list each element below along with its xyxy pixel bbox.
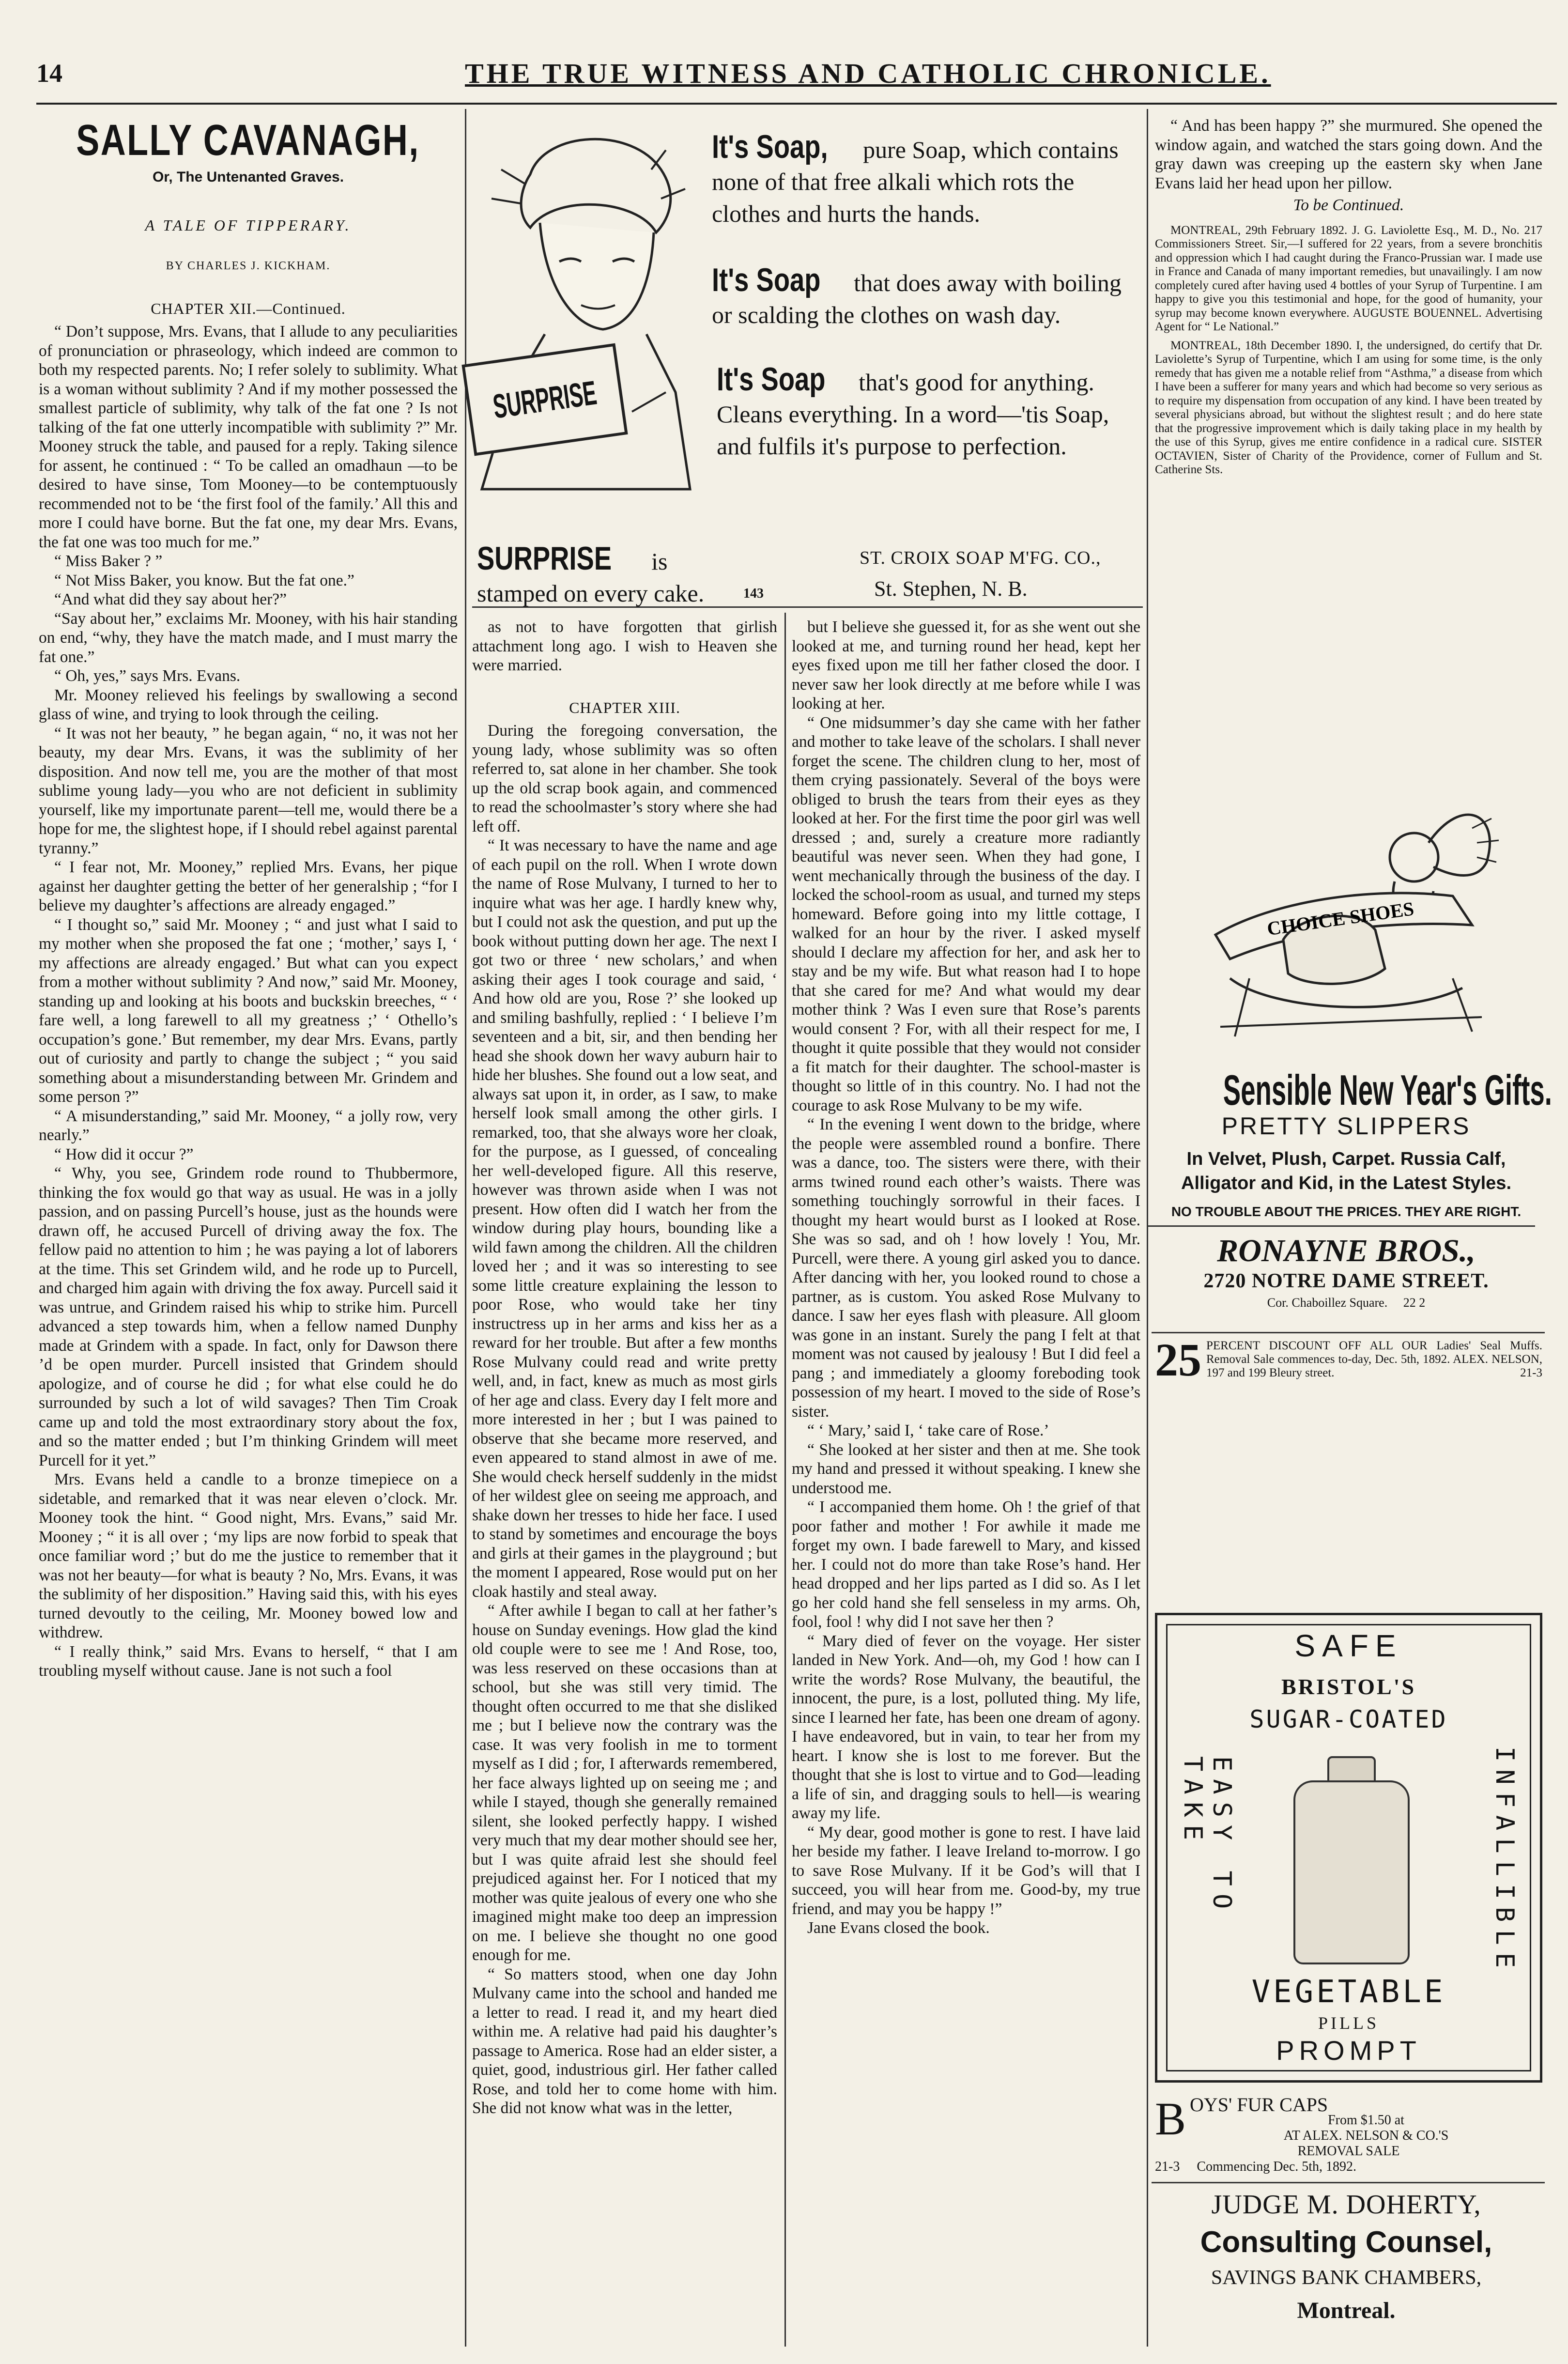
- story-paragraph: “ ‘ Mary,’ said I, ‘ take care of Rose.’: [807, 1421, 1049, 1439]
- ad-rule: [1152, 1332, 1545, 1333]
- masthead: THE TRUE WITNESS AND CATHOLIC CHRONICLE.: [465, 58, 1271, 89]
- slippers-ad: [1148, 1066, 1552, 1310]
- judge-doherty: JUDGE M. DOHERTY,: [1211, 2190, 1481, 2220]
- story-column-3: [792, 618, 1140, 2349]
- story-paragraph: “ A misunderstanding,” said Mr. Mooney, “ a jolly row, very nearly.”: [39, 1107, 458, 1144]
- seal-muffs-ad: 25 PERCENT DISCOUNT OFF ALL OUR Ladies' Seal Muffs. Removal Sale commences to-day, Dec. 5th, 1892. ALEX. NELSON, 197 and 199 Bleury street. 21-3: [1155, 1334, 1542, 1386]
- author-line: BY CHARLES J. KICKHAM.: [166, 260, 331, 272]
- testimonial: MONTREAL, 18th December 1890. I, the undersigned, do certify that Dr. Laviolette’s Syrup of Turpentine, which I am using for some time, is the only remedy that has given me a notable relief from “Asthma,” a disease from which I have been a sufferer for many years and which had become so very serious as to require my dispensation from occupation of any kind. I have been treated by several physicians abroad, but without the slightest result ; and do here state that the progressive improvement which is daily taking place in my health by the use of this Syrup, gives me entire confidence in a radical cure. SISTER OCTAVIEN, Sister of Charity of the Providence, corner of Fullum and St. Catherine Sts.: [1155, 339, 1542, 476]
- header-rule: [36, 103, 1557, 105]
- story-paragraph: “ She looked at her sister and then at me. She took my hand and pressed it without speaking. I knew she understood me.: [792, 1440, 1140, 1497]
- pills-vegetable: VEGETABLE: [1251, 1974, 1446, 2010]
- pretty-slippers: PRETTY SLIPPERS: [1221, 1112, 1471, 1140]
- pills-infallible: INFALLIBLE: [1490, 1746, 1519, 1976]
- story-column-2: [472, 618, 777, 2349]
- column-divider: [465, 109, 466, 2347]
- ad-number: 143: [743, 586, 764, 601]
- chapter-heading: CHAPTER XIII.: [569, 698, 680, 716]
- to-be-continued: To be Continued.: [1293, 196, 1404, 214]
- soap-paragraph-3: It's Soap that's good for anything. Cleans everything. In a word—'tis Soap, and fulfils it's purpose to perfection.: [717, 361, 1109, 460]
- story-paragraph: “ It was not her beauty, ” he began again, “ no, it was not her beauty, my dear Mrs. Evans, it was the sublimity of her disposition. And now tell me, you are the mother of that most sublime young lady—you who are not deficient in sublimity yourself, like my importunate parent—tell me, would there be a hope for me, the slightest hope, if I should rebel against parental tyranny.”: [39, 724, 458, 857]
- soap-paragraph-2: It's Soap that does away with boiling or scalding the clothes on wash day.: [712, 262, 1122, 328]
- drop-cap: B: [1155, 2093, 1186, 2145]
- story-paragraph: “And what did they say about her?”: [54, 590, 287, 608]
- pills-easy-to-take: EASY TO TAKE: [1178, 1756, 1236, 1917]
- soap-stamp-line: SURPRISE is stamped on every cake.: [477, 540, 705, 607]
- story-paragraph: as not to have forgotten that girlish attachment long ago. I wish to Heaven she were married.: [472, 618, 777, 674]
- story-paragraph: “ Not Miss Baker, you know. But the fat one.”: [54, 571, 354, 589]
- slippers-materials: In Velvet, Plush, Carpet. Russia Calf, Alligator and Kid, in the Latest Styles.: [1181, 1149, 1511, 1193]
- surprise-soap-cake: SURPRISE: [461, 343, 628, 456]
- story-paragraph: “ Don’t suppose, Mrs. Evans, that I allude to any peculiarities of pronunciation or phraseology, which indeed are common to both my respected parents. No; I refer solely to sublimity. What is a woman without sublimity ? And if my mother possessed the smallest particle of sublimity, why talk of the fat one ? Is not talking of the fat one utterly incompatible with sublimity ?” Mr. Mooney struck the table, and paused for a reply. Taking silence for assent, he continued : “ To be called an omadhaun —to be desired to have sinse, Tom Mooney—to be contemptuously recommended not to be ‘the first fool of the family.’ All this and more I could have borne. But the fat one, my dear Mrs. Evans, the fat one was too much for me.”: [39, 323, 458, 551]
- story-paragraph: “ I really think,” said Mrs. Evans to herself, “ that I am troubling myself without cause. Jane is not such a fool: [39, 1642, 458, 1680]
- ad-rule: [1148, 1225, 1535, 1227]
- story-paragraph: “ My dear, good mother is gone to rest. I have laid her beside my father. I leave Ireland to-morrow. I go to save Rose Mulvany. If it be God’s will that I succeed, you will hear from me. Good-by, my true friend, and may you be happy !”: [792, 1823, 1140, 1918]
- montreal: Montreal.: [1297, 2298, 1396, 2323]
- doherty-ad: [1148, 2189, 1545, 2324]
- testimonial: MONTREAL, 29th February 1892. J. G. Laviolette Esq., M. D., No. 217 Commissioners Street. Sir,—I suffered for 22 years, from a severe bronchitis and oppression which I had caught during the Franco-Prussian war. I made use in France and Canada of many important remedies, but unavailingly. I am now completely cured after having used 4 bottles of your Syrup of Turpentine. I am happy to give you this testimonial and hope, for the good of humanity, your syrup may become known everywhere. AUGUSTE BOUENNEL. Advertising Agent for “ Le National.”: [1155, 223, 1542, 333]
- story-column-1: [39, 116, 458, 2349]
- soap-city: St. Stephen, N. B.: [874, 577, 1028, 601]
- story-paragraph: Jane Evans closed the book.: [807, 1919, 990, 1937]
- surprise-soap-ad: [472, 116, 1143, 608]
- pill-bottle: [1293, 1780, 1410, 1964]
- story-paragraph: During the foregoing conversation, the young lady, whose sublimity was so often referred to, sat alone in her chamber. She took up the old scrap book again, and commenced to read the schoolmaster’s story where she had left off.: [472, 722, 777, 835]
- pills-prompt: PROMPT: [1276, 2035, 1421, 2066]
- soap-company: ST. CROIX SOAP M'FG. CO.,: [860, 548, 1101, 568]
- story-column-4: [1155, 116, 1542, 775]
- story-paragraph: “ I fear not, Mr. Mooney,” replied Mrs. Evans, her pique against her daughter getting the better of her generalship ; “for I believe my daughter’s affections are already engaged.”: [39, 858, 458, 914]
- soap-paragraph-1: It's Soap, pure Soap, which contains none of that free alkali which rots the clothes and hurts the hands.: [712, 128, 1119, 227]
- story-paragraph: “ How did it occur ?”: [54, 1145, 194, 1163]
- page-number: 14: [36, 59, 62, 88]
- ad-rule: [1152, 2182, 1545, 2183]
- slippers-prices: NO TROUBLE ABOUT THE PRICES. THEY ARE RIGHT.: [1171, 1204, 1522, 1219]
- column-divider: [784, 613, 786, 2347]
- story-paragraph: Mr. Mooney relieved his feelings by swallowing a second glass of wine, and trying to look through the ceiling.: [39, 686, 458, 723]
- pills-safe: SAFE: [1294, 1628, 1403, 1663]
- story-paragraph: Mrs. Evans held a candle to a bronze timepiece on a sidetable, and remarked that it was near eleven o’clock. Mr. Mooney took the hint. “ Good night, Mrs. Evans,” said Mr. Mooney ; “ it is all over ; ‘my lips are now forbid to speak that once familiar word ;’ but do me the justice to remember that it was not her beauty—for what is beauty ? No, Mrs. Evans, it was the sublimity of her disposition.” Having said this, with his eyes turned devoutly to the ceiling, Mr. Mooney bowed low and withdrew.: [39, 1470, 458, 1641]
- story-paragraph: “ Why, you see, Grindem rode round to Thubbermore, thinking the fox would go that way as usual. He was in a jolly passion, and on passing Purcell’s house, just as the hounds were drawn off, he accused Purcell of driving away the fox. The fellow paid no attention to him ; he was paying a lot of laborers at the time. This set Grindem wild, and he rode up to Purcell, and charged him again with driving the fox away. Purcell said it was untrue, and Grindem raised his whip to strike him. Purcell advanced a step towards him, when a fellow named Dunphy made at Grindem with a spade. In fact, only for Dawson there ’d be open murder. Purcell insisted that Grindem should apologize, and of course he did ; for what else could he do surrounded by such a lot of wild savages? Then Tim Croak came up and told the most extraordinary story about the fox, and so the matter ended ; but I’m thinking Grindem will meet Purcell for it yet.”: [39, 1164, 458, 1469]
- consulting-counsel: Consulting Counsel,: [1200, 2225, 1492, 2259]
- story-paragraph: “ And has been happy ?” she murmured. She opened the window again, and watched the stars going down. And the gray dawn was creeping up the eastern sky when Jane Evans laid her head upon her pillow.: [1155, 117, 1542, 192]
- slippers-title: Sensible New Year's Gifts.: [1223, 1066, 1552, 1114]
- discount-figure: 25: [1155, 1334, 1201, 1386]
- banner-text: CHOICE SHOES: [1265, 897, 1415, 940]
- chaboillez-corner: Cor. Chaboillez Square. 22 2: [1267, 1296, 1426, 1310]
- story-paragraph: “ One midsummer’s day she came with her father and mother to take leave of the scholars. I shall never forget the scene. The children clung to her, most of them crying passionately. Several of the boys were obliged to brush the tears from their eyes as they looked at her. For the first time the poor girl was well dressed ; and, surely a creature more radiantly beautiful was never seen. When they had gone, I went mechanically through the business of the day. I locked the school-room as usual, and turned my steps homeward. Before going into my little cottage, I walked for an hour by the river. I asked myself should I declare my affection for her, and ask her to stay and be my wife. But what reason had I to hope that she cared for me? And what would my dear mother think ? Was I even sure that Rose’s parents would consent ? For, with all their respect for me, I thought it quite possible that they would not consider a fit match for their daughter. The school-master is thought so little of in this country. No. I had not the courage to ask Rose Mulvany to be my wife.: [792, 713, 1140, 1114]
- story-paragraph: “ So matters stood, when one day John Mulvany came into the school and handed me a letter to read. I read it, and my heart died within me. A relative had paid his daughter’s passage to America. Rose had an elder sister, a quiet, good, industrious girl. Her father called Rose, and told her to come home with him. She did not know what was in the letter,: [472, 1965, 777, 2117]
- story-paragraph: “ Oh, yes,” says Mrs. Evans.: [54, 667, 241, 685]
- ronayne-bros: RONAYNE BROS.,: [1217, 1233, 1476, 1268]
- story-paragraph: “ Miss Baker ? ”: [54, 552, 163, 570]
- story-paragraph: “Say about her,” exclaims Mr. Mooney, with his hair standing on end, “why, they have the match made, and I must marry the fat one.”: [39, 609, 458, 666]
- bristols-pills-ad: [1155, 1613, 1542, 2083]
- notre-dame-address: 2720 NOTRE DAME STREET.: [1203, 1270, 1489, 1292]
- story-paragraph: “ In the evening I went down to the bridge, where the people were assembled round a bonfire. There was a dance, too. The sisters were there, with their arms twined round each other’s waists. There was something touchingly sorrowful in their faces. I thought my heart would burst as I looked at Rose. She was so sad, and oh ! how lovely ! You, Mr. Purcell, were there. A young girl asked you to dance. After dancing with her, you looked round to chose a partner, as is custom. You asked Rose Mulvany to dance. I saw her eyes flash with pleasure. All gloom was gone in an instant. Surely the pang I felt at that moment was not caused by jealousy ! But I did feel a pang ; and immediately a gloomy foreboding took possession of my heart. I moved to the side of Rose’s sister.: [792, 1115, 1140, 1421]
- boys-fur-caps-ad: B OYS' FUR CAPS From $1.50 at AT ALEX. NELSON & CO.'S REMOVAL SALE 21-3 Commencing Dec. 5th, 1892.: [1155, 2093, 1449, 2174]
- tale-line: A TALE OF TIPPERARY.: [145, 216, 352, 234]
- story-paragraph: “ Mary died of fever on the voyage. Her sister landed in New York. And—oh, my God ! how can I write the words? Rose Mulvany, the beautiful, the innocent, the pure, is a lost, polluted thing. My life, since I learned her fate, has been one dream of agony. I have endeavored, but in vain, to tear her from my heart. I know she is lost to me forever. But the thought that she is lost to virtue and to God—leading a life of sin, and dragging souls to hell—is wearing away my life.: [792, 1632, 1140, 1822]
- pills-sugar-coated: SUGAR-COATED: [1249, 1705, 1448, 1733]
- pills-label: PILLS: [1318, 2013, 1379, 2033]
- story-paragraph: but I believe she guessed it, for as she went out she looked at me, and turning round her head, kept her eyes fixed upon me till her father closed the door. I never saw her look directly at me before while I was looking at her.: [792, 618, 1140, 712]
- story-paragraph: “ After awhile I began to call at her father’s house on Sunday evenings. How glad the kind old couple were to see me ! And Rose, too, was less reserved on these occasions than at school, but she was still very timid. The thought often occurred to me that she disliked me ; but I believe now the contrary was the case. It was very foolish in me to torment myself as I did ; for, I afterwards remembered, her face always lighted up on seeing me ; and while I stayed, though she generally remained silent, she looked perfectly happy. I wished very much that my dear mother should see her, but I was quite afraid lest she should feel prejudiced against her. For I noticed that my mother was quite jealous of every one who she imagined might make too deep an impression on me. I believe she thought no one good enough for me.: [472, 1602, 777, 1964]
- cherub-with-shoe-banner-illustration: [1201, 785, 1501, 1056]
- chapter-heading: CHAPTER XII.—Continued.: [151, 299, 346, 317]
- story-title: SALLY CAVANAGH,: [76, 116, 420, 165]
- story-paragraph: “ It was necessary to have the name and age of each pupil on the roll. When I wrote down the name of Rose Mulvany, I turned to her to inquire what was her age. I hardly knew why, but I could not ask the question, and put up the book without putting down her age. The next I got two or three ‘ new scholars,’ and when asking their ages I took courage and said, ‘ And how old are you, Rose ?’ she looked up and smiling bashfully, replied : ‘ I believe I’m seventeen and a bit, sir, and then bending her head she shook down her wavy auburn hair to hide her blushes. She found out a low seat, and always sat upon it, in order, as I saw, to make herself look small among the other girls. I remarked, too, that she always wore her cloak, for the purpose, as I guessed, of concealing her well-developed figure. All this reserve, however was thrown aside when I was not present. How often did I watch her from the window during play hours, bounding like a wild fawn among the children. All the children loved her ; and it was so interesting to see some little creature explaining the lesson to poor Rose, who would take her tiny instructress up in her arms and kiss her as a reward for her trouble. But after a few months Rose Mulvany could read and write pretty well, and, in fact, knew as much as most girls of her age and class. Every day I felt more and more interested in her ; but I was pained to observe that she became more reserved, and even appeared to stand almost in awe of me. She would check herself suddenly in the midst of her wildest glee on seeing me approach, and shake down her tresses to hide her face. I used to stand by sometimes and encourage the boys and girls at their games in the playground ; but the moment I appeared, Rose would put on her cloak hastily and steal away.: [472, 836, 777, 1601]
- story-subtitle: Or, The Untenanted Graves.: [152, 169, 344, 185]
- story-paragraph: “ I thought so,” said Mr. Mooney ; “ and just what I said to my mother when she proposed the fat one ; ‘mother,’ says I, ‘ my affections are already engaged.’ But what can you expect from a mother without sublimity ? And now,” said Mr. Mooney, standing up and looking at his boots and buckskin breeches, “ ‘ fare well, a long farewell to all my greatness ;’ ‘ Othello’s occupation’s gone.’ But remember, my dear Mrs. Evans, partly out of curiosity and partly to change the subject ; “ you said something about a misunderstanding between Mr. Grindem and some person ?”: [39, 915, 458, 1106]
- pills-brand: BRISTOL'S: [1281, 1674, 1416, 1699]
- savings-bank-chambers: SAVINGS BANK CHAMBERS,: [1211, 2267, 1482, 2289]
- story-paragraph: “ I accompanied them home. Oh ! the grief of that poor father and mother ! For awhile it made me forget my own. I bade farewell to Mary, and kissed her. I could not do more than take Rose’s hand. Her head dropped and her lips parted as I did so. As I let go her cold hand she fell senseless in my arms. Oh, fool, fool ! why did I not save her then ?: [792, 1498, 1140, 1631]
